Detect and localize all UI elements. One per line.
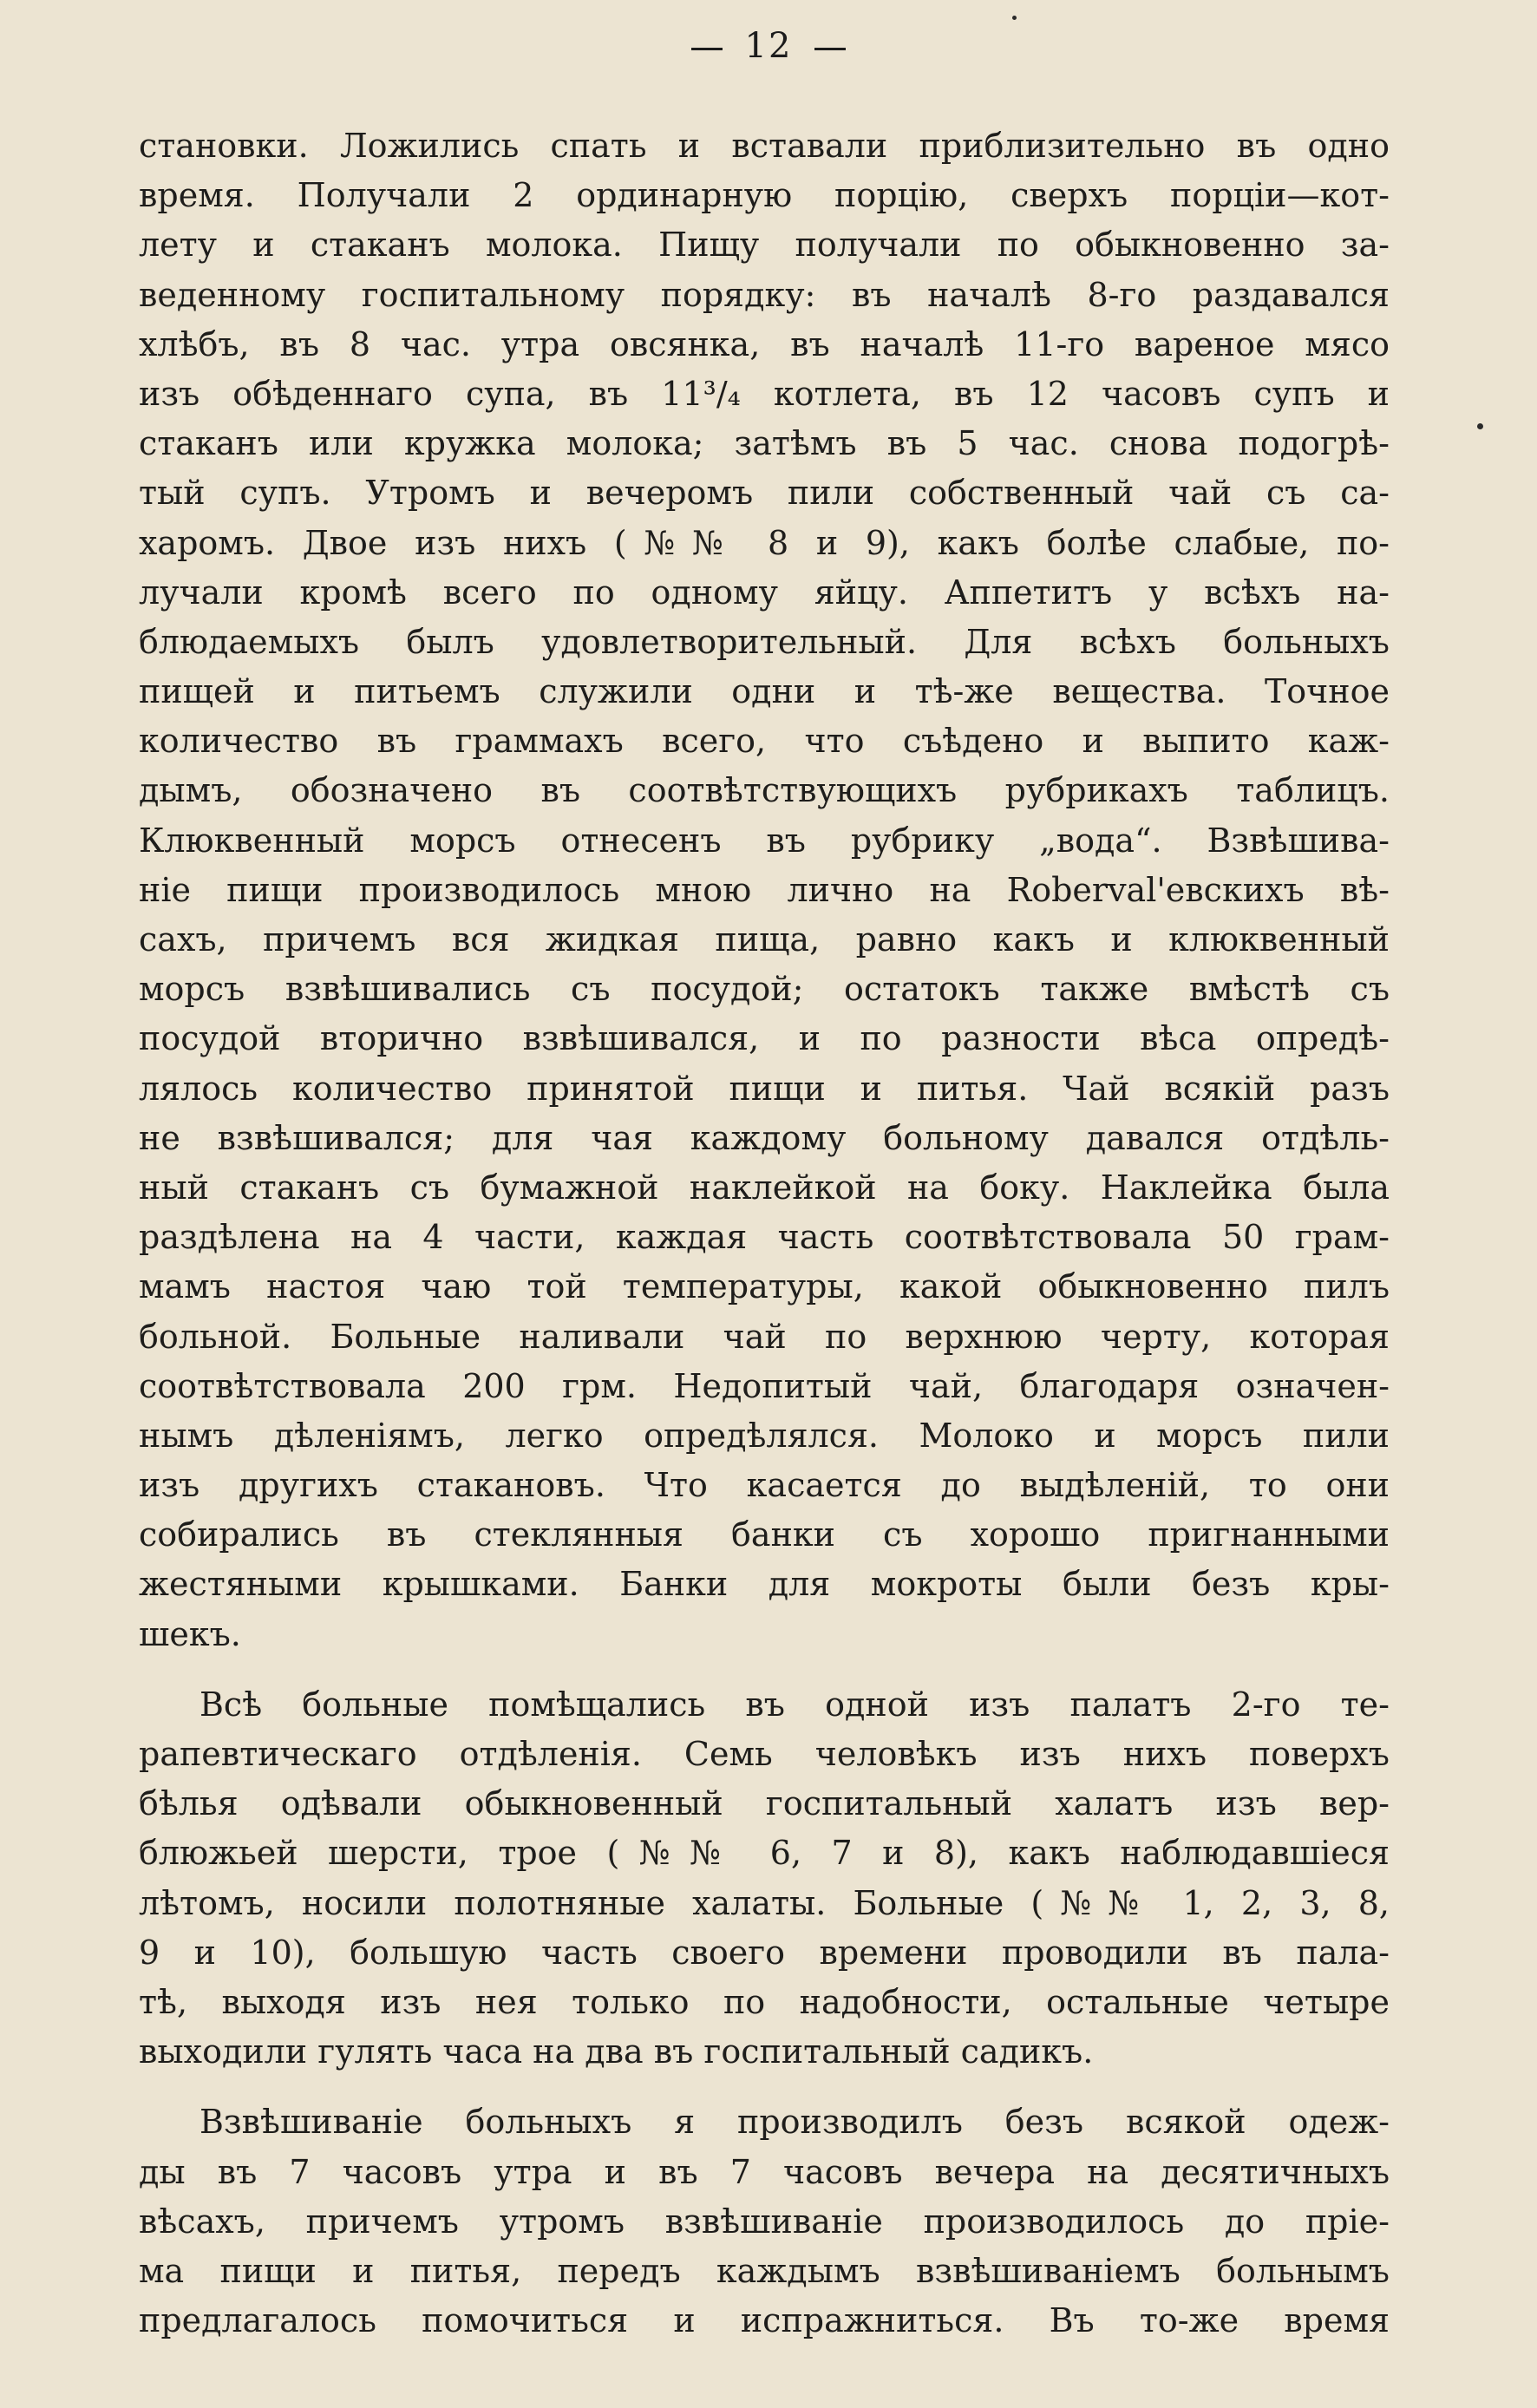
text-line: предлагалось помочиться и испражниться. Въ то-же время [139,2301,1390,2340]
text-line: лѣтомъ, носили полотняные халаты. Больные (№№ 1, 2, 3, 8, [139,1883,1390,1922]
header-dash-right [814,48,846,50]
body-text [139,121,1390,2346]
text-line: тѣ, выходя изъ нея только по надобности, остальные четыре [139,1982,1390,2021]
text-line: больной. Больные наливали чай по верхнюю черту, которая [139,1317,1390,1356]
text-line: рапевтическаго отдѣленія. Семь человѣкъ изъ нихъ поверхъ [139,1735,1390,1773]
page-header [0,26,1537,66]
text-line: раздѣлена на 4 части, каждая часть соотвѣтствовала 50 грам- [139,1218,1390,1257]
text-line: морсъ взвѣшивались съ посудой; остатокъ также вмѣстѣ съ [139,970,1390,1009]
text-line: ма пищи и питья, передъ каждымъ взвѣшиваніемъ больнымъ [139,2251,1390,2290]
text-line: стаканъ или кружка молока; затѣмъ въ 5 час. снова подогрѣ- [139,424,1390,463]
text-line: время. Получали 2 ординарную порцію, сверхъ порціи—кот- [139,176,1390,215]
header-dash-left [691,48,723,50]
text-line: харомъ. Двое изъ нихъ (№№ 8 и 9), какъ болѣе слабые, по- [139,523,1390,562]
text-line: Клюквенный морсъ отнесенъ въ рубрику „вода“. Взвѣшива- [139,821,1390,860]
text-line: блюжьей шерсти, трое (№№ 6, 7 и 8), какъ наблюдавшіеся [139,1834,1390,1873]
paragraph [139,1680,1390,2078]
ink-speck [1477,423,1483,429]
text-line: Взвѣшиваніе больныхъ я производилъ безъ всякой одеж- [199,2103,1390,2142]
text-line: лучали кромѣ всего по одному яйцу. Аппетитъ у всѣхъ на- [139,573,1390,612]
text-line: жестяными крышками. Банки для мокроты были безъ кры- [139,1565,1390,1604]
text-line: посудой вторично взвѣшивался, и по разности вѣса опредѣ- [139,1019,1390,1058]
text-line: ніе пищи производилось мною лично на Roberval'евскихъ вѣ- [139,870,1390,909]
text-line: бѣлья одѣвали обыкновенный госпитальный халатъ изъ вер- [139,1784,1390,1823]
text-line: нымъ дѣленіямъ, легко опредѣлялся. Молоко и морсъ пили [139,1416,1390,1455]
text-line: веденному госпитальному порядку: въ началѣ 8-го раздавался [139,275,1390,314]
text-line: выходили гулять часа на два въ госпитальный садикъ. [139,2032,1094,2071]
text-line: лету и стаканъ молока. Пищу получали по обыкновенно за- [139,226,1390,265]
text-line: мамъ настоя чаю той температуры, какой обыкновенно пилъ [139,1267,1390,1306]
text-line: пищей и питьемъ служили одни и тѣ-же вещества. Точное [139,672,1390,711]
paragraph [139,2097,1390,2346]
text-line: собирались въ стеклянныя банки съ хорошо пригнанными [139,1515,1390,1554]
text-line: тый супъ. Утромъ и вечеромъ пили собственный чай съ са- [139,474,1390,513]
page-number: 12 [744,26,793,66]
text-line: не взвѣшивался; для чая каждому больному давался отдѣль- [139,1118,1390,1157]
text-line: изъ обѣденнаго супа, въ 11³/₄ котлета, въ 12 часовъ супъ и [139,374,1390,413]
paragraph-gap [139,1659,1390,1680]
text-line: количество въ граммахъ всего, что съѣдено и выпито каж- [139,722,1390,761]
ink-speck [1012,16,1017,20]
text-line: вѣсахъ, причемъ утромъ взвѣшиваніе производилось до пріе- [139,2202,1390,2241]
text-line: ды въ 7 часовъ утра и въ 7 часовъ вечера на десятичныхъ [139,2152,1390,2191]
text-line: становки. Ложились спать и вставали приблизительно въ одно [139,127,1390,165]
text-line: Всѣ больные помѣщались въ одной изъ палатъ 2-го те- [199,1685,1390,1724]
text-line: сахъ, причемъ вся жидкая пища, равно какъ и клюквенный [139,920,1390,959]
text-line: хлѣбъ, въ 8 час. утра овсянка, въ началѣ 11-го вареное мясо [139,324,1390,363]
paragraph-gap [139,2077,1390,2097]
text-line: блюдаемыхъ былъ удовлетворительный. Для всѣхъ больныхъ [139,622,1390,661]
text-line: 9 и 10), большую часть своего времени проводили въ пала- [139,1933,1390,1972]
text-line: ный стаканъ съ бумажной наклейкой на боку. Наклейка была [139,1168,1390,1207]
text-line: дымъ, обозначено въ соотвѣтствующихъ рубрикахъ таблицъ. [139,771,1390,810]
text-line: соотвѣтствовала 200 грм. Недопитый чай, благодаря означен- [139,1366,1390,1405]
text-line: изъ другихъ стакановъ. Что касается до выдѣленій, то они [139,1466,1390,1505]
paragraph [139,121,1390,1659]
text-line: шекъ. [139,1614,241,1653]
text-line: лялось количество принятой пищи и питья. Чай всякій разъ [139,1069,1390,1108]
